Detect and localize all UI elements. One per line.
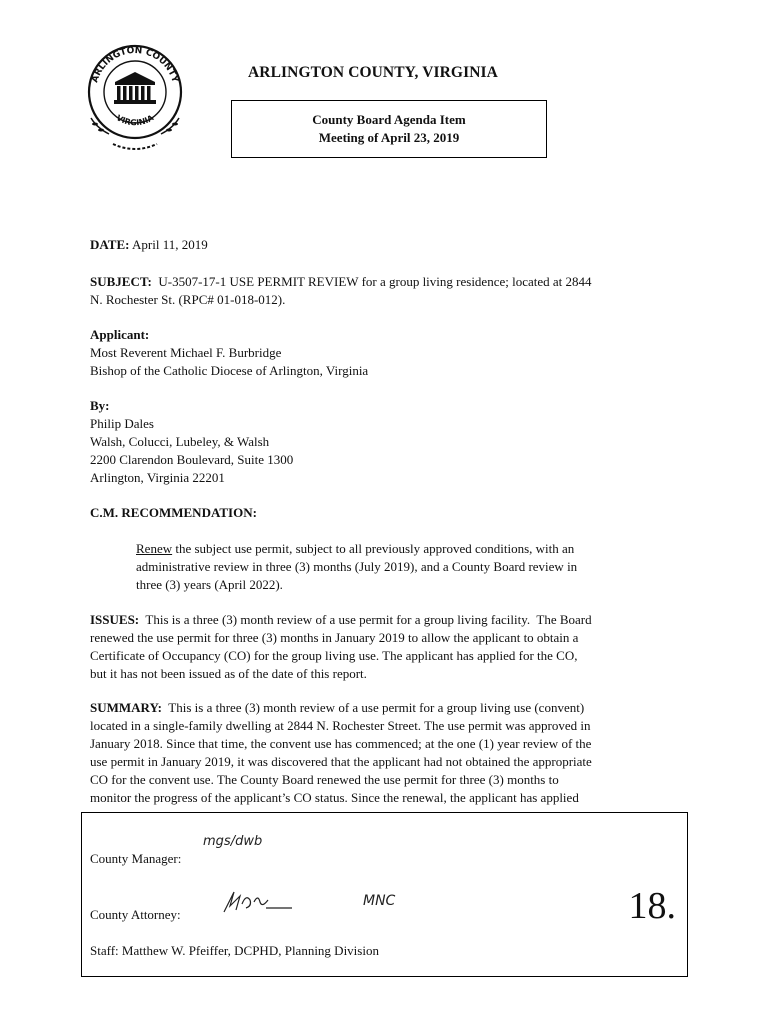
summary-block bbox=[90, 699, 690, 807]
summary-line-5: CO for the convent use. The County Board renewed the use permit for three (3) months to bbox=[90, 772, 559, 787]
summary-line-1: This is a three (3) month review of a use permit for a group living use (convent) bbox=[162, 700, 585, 715]
recommendation-label: C.M. RECOMMENDATION: bbox=[90, 505, 257, 520]
by-line-3: 2200 Clarendon Boulevard, Suite 1300 bbox=[90, 452, 294, 467]
by-label: By: bbox=[90, 398, 110, 413]
county-manager-label: County Manager: bbox=[90, 851, 182, 866]
summary-label: SUMMARY: bbox=[90, 700, 163, 715]
date-value: April 11, 2019 bbox=[132, 237, 208, 252]
by-line-2: Walsh, Colucci, Lubeley, & Walsh bbox=[90, 434, 270, 449]
issues-line-3: Certificate of Occupancy (CO) for the group living use. The applicant has applied for the CO, bbox=[90, 648, 578, 663]
recommendation-line-3: three (3) years (April 2022). bbox=[136, 577, 283, 592]
svg-text:ARLINGTON COUNTY: ARLINGTON COUNTY bbox=[90, 45, 180, 84]
county-manager-signature: mgs/dwb bbox=[203, 834, 263, 849]
by-line-1: Philip Dales bbox=[90, 416, 154, 431]
applicant-block bbox=[90, 326, 368, 380]
svg-text:VIRGINIA: VIRGINIA bbox=[114, 113, 156, 128]
issues-block bbox=[90, 611, 690, 683]
recommendation-line-1: the subject use permit, subject to all previously approved conditions, with an bbox=[172, 541, 575, 556]
issues-line-2: renewed the use permit for three (3) months in January 2019 to allow the applicant to obtain a bbox=[90, 630, 579, 645]
applicant-line-2: Bishop of the Catholic Diocese of Arlington, Virginia bbox=[90, 363, 369, 378]
issues-label: ISSUES: bbox=[90, 612, 140, 627]
summary-line-4: use permit in January 2019, it was discovered that the applicant had not obtained the appropriate bbox=[90, 754, 592, 769]
issues-line-1: This is a three (3) month review of a use permit for a group living facility. The Board bbox=[139, 612, 592, 627]
issues-line-4: but it has not been issued as of the date of this report. bbox=[90, 666, 367, 681]
applicant-label: Applicant: bbox=[90, 327, 150, 342]
summary-line-3: January 2018. Since that time, the convent use has commenced; at the one (1) year review of the bbox=[90, 736, 592, 751]
agenda-item-title: County Board Agenda Item bbox=[312, 112, 466, 127]
attorney-initials: MNC bbox=[363, 893, 396, 909]
county-attorney-signature bbox=[220, 888, 294, 916]
county-attorney-label: County Attorney: bbox=[90, 907, 181, 922]
county-seal-logo bbox=[83, 40, 187, 160]
recommendation-text bbox=[136, 540, 656, 594]
agenda-item-box bbox=[231, 100, 547, 158]
staff-line: Staff: Matthew W. Pfeiffer, DCPHD, Planning Division bbox=[90, 943, 379, 958]
agenda-item-number: 18. bbox=[628, 885, 676, 927]
subject-block bbox=[90, 273, 690, 309]
date-line bbox=[90, 236, 208, 254]
applicant-line-1: Most Reverent Michael F. Burbridge bbox=[90, 345, 282, 360]
date-label: DATE: bbox=[90, 237, 130, 252]
summary-line-6: monitor the progress of the applicant’s CO status. Since the renewal, the applicant has applied bbox=[90, 790, 579, 805]
county-title: ARLINGTON COUNTY, VIRGINIA bbox=[248, 64, 498, 81]
summary-line-2: located in a single-family dwelling at 2844 N. Rochester Street. The use permit was approved in bbox=[90, 718, 591, 733]
recommendation-line-2: administrative review in three (3) months (July 2019), and a County Board review in bbox=[136, 559, 578, 574]
subject-label: SUBJECT: bbox=[90, 274, 152, 289]
by-line-4: Arlington, Virginia 22201 bbox=[90, 470, 225, 485]
renew-keyword: Renew bbox=[136, 541, 173, 556]
by-block bbox=[90, 397, 293, 487]
subject-line-1: U-3507-17-1 USE PERMIT REVIEW for a group living residence; located at 2844 bbox=[158, 274, 592, 289]
subject-line-2: N. Rochester St. (RPC# 01-018-012). bbox=[90, 292, 286, 307]
meeting-date: Meeting of April 23, 2019 bbox=[318, 130, 460, 145]
